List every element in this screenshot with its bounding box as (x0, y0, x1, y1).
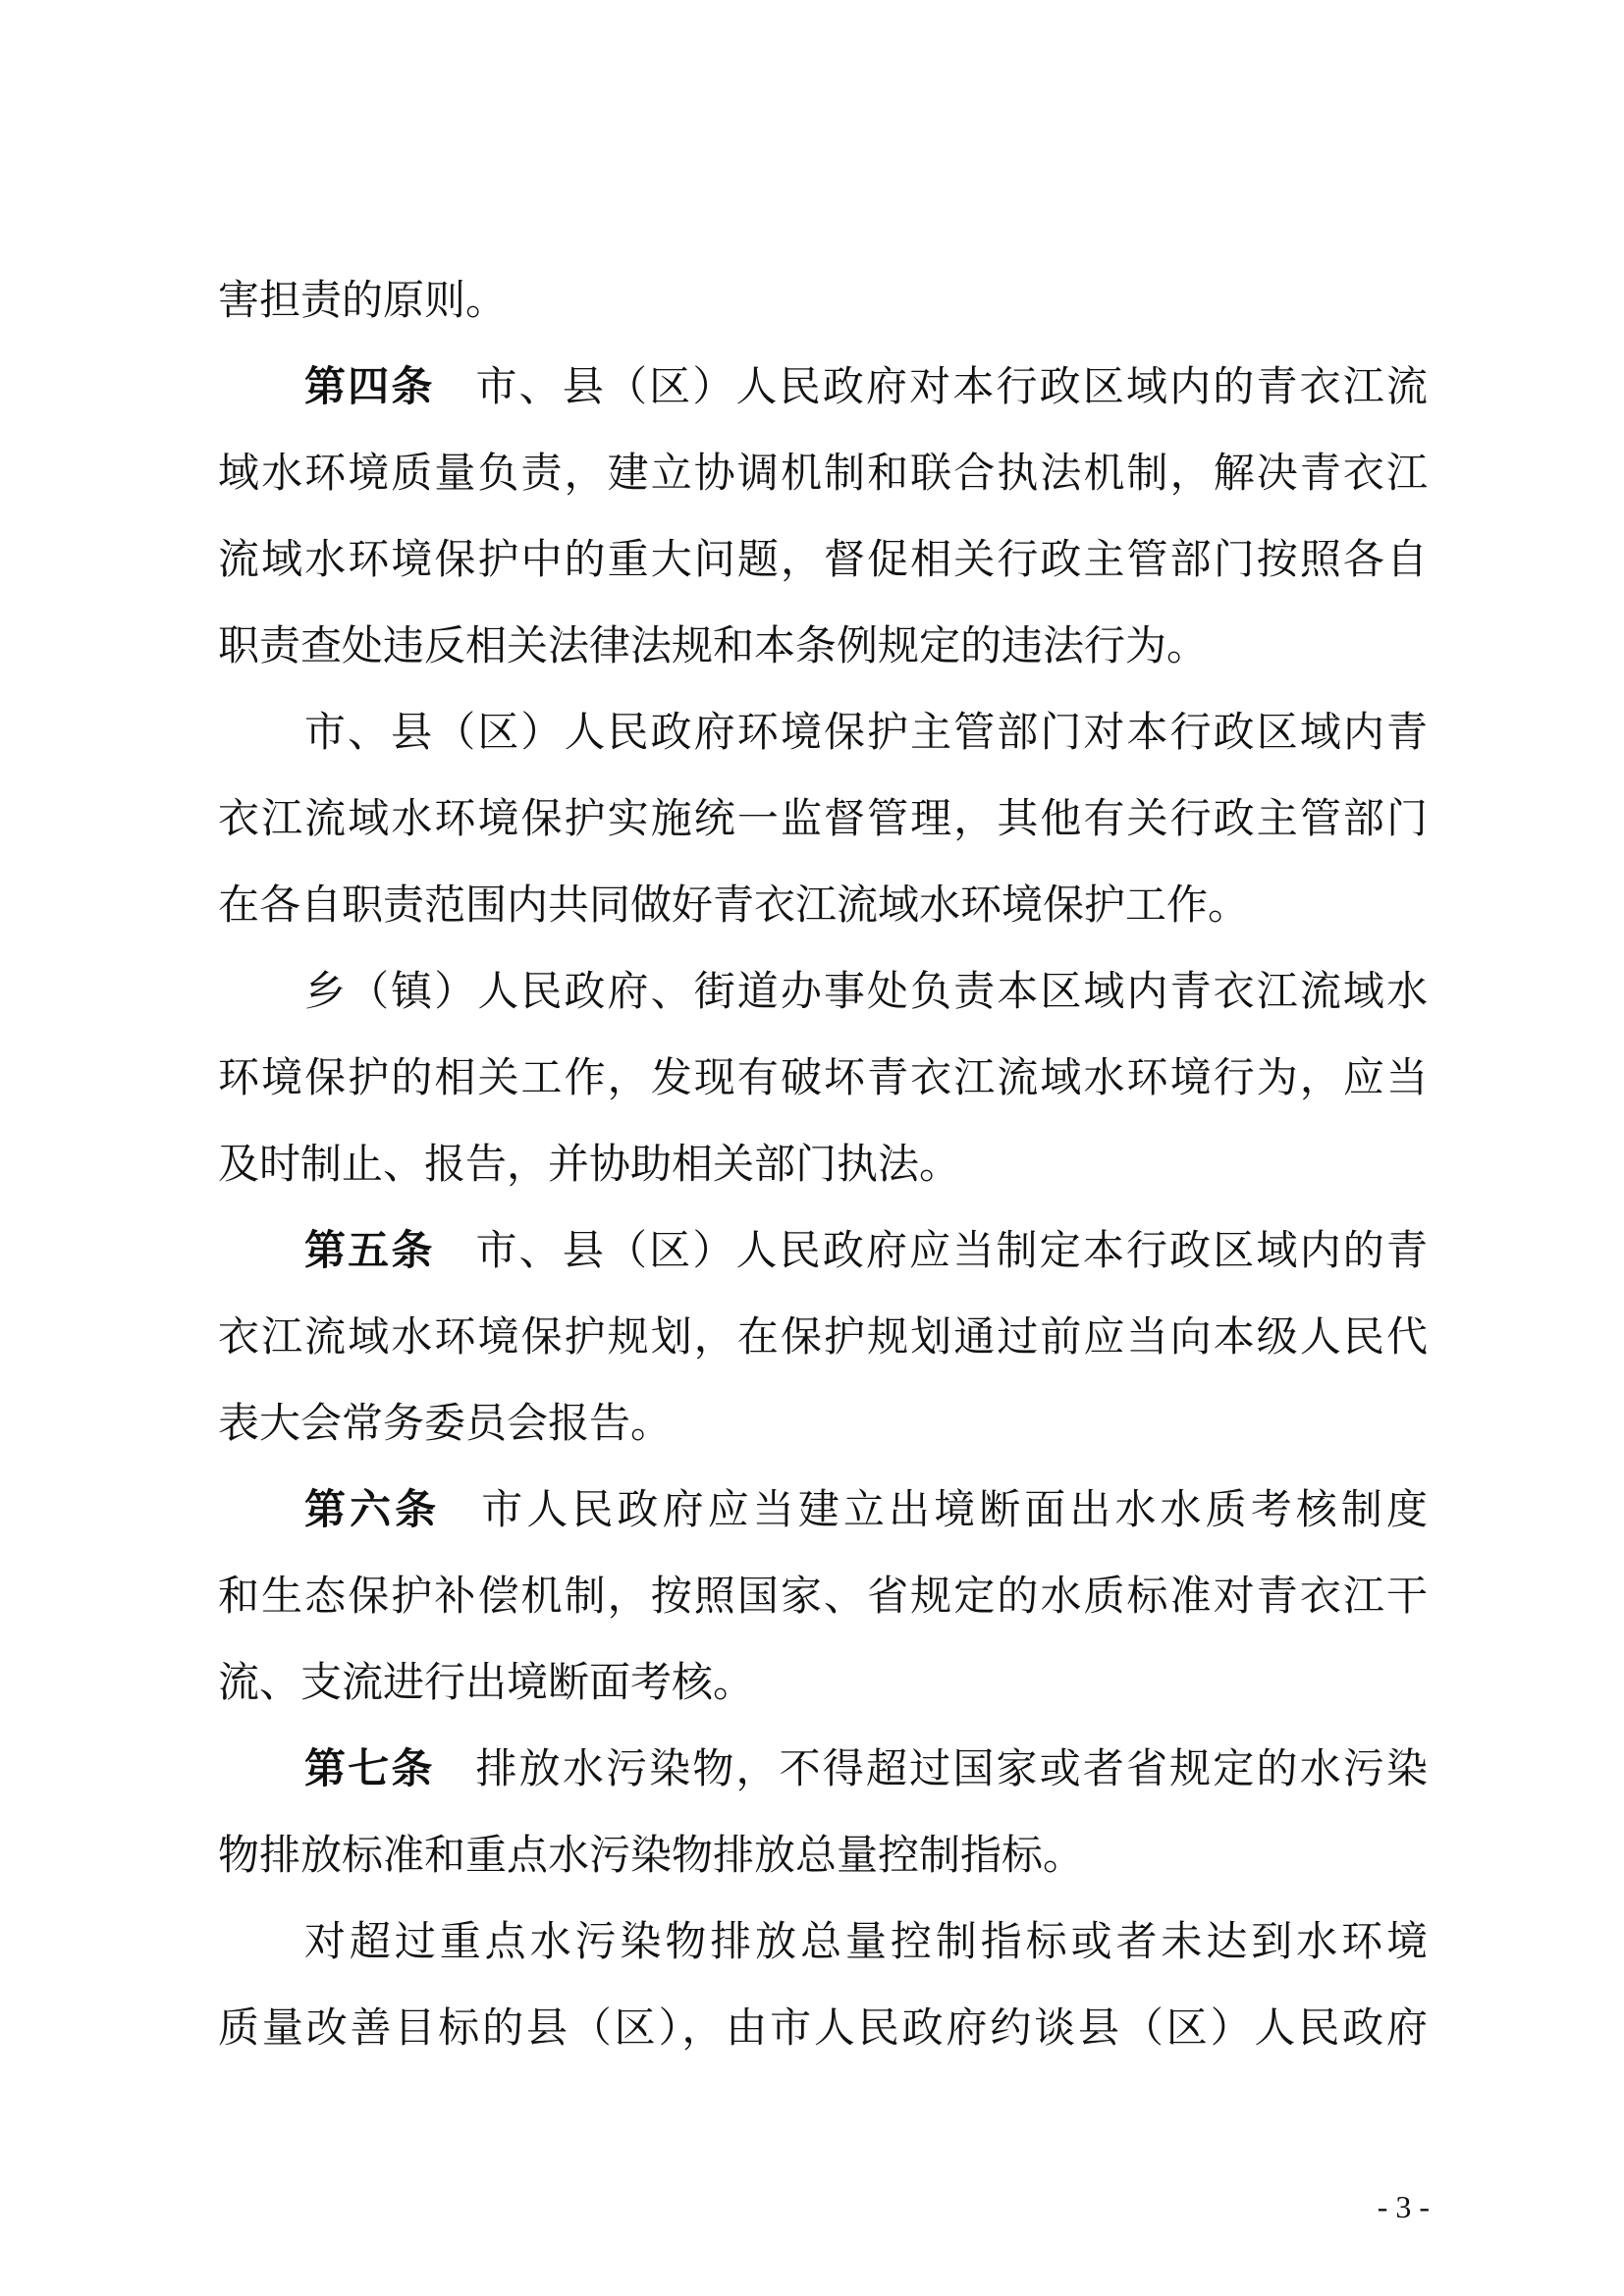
article-heading: 第四条 (304, 362, 435, 410)
line-text: 在各自职责范围内共同做好青衣江流域水环境保护工作。 (218, 881, 1250, 929)
article-line (218, 344, 1428, 430)
text-line (218, 1035, 1428, 1121)
line-text: 市人民政府应当建立出境断面出水水质考核制度 (481, 1485, 1428, 1533)
text-line (218, 1639, 1428, 1726)
article-heading: 第六条 (304, 1485, 441, 1533)
article-heading: 第七条 (304, 1744, 435, 1792)
text-line (218, 1294, 1428, 1380)
text-line (218, 430, 1428, 516)
line-text: 流、支流进行出境断面考核。 (218, 1658, 755, 1706)
article-line (218, 1467, 1428, 1553)
text-line (218, 603, 1428, 689)
text-line (218, 775, 1428, 862)
article-heading: 第五条 (304, 1226, 435, 1274)
text-line (218, 1553, 1428, 1639)
line-text: 排放水污染物，不得超过国家或者省规定的水污染 (475, 1744, 1428, 1792)
line-text: 市、县（区）人民政府应当制定本行政区域内的青 (475, 1226, 1428, 1274)
line-text: 质量改善目标的县（区），由市人民政府约谈县（区）人民政府 (218, 2003, 1428, 2052)
line-text: 害担责的原则。 (218, 276, 508, 324)
line-text: 衣江流域水环境保护实施统一监督管理，其他有关行政主管部门 (218, 794, 1428, 842)
line-text: 乡（镇）人民政府、街道办事处负责本区域内青衣江流域水 (304, 967, 1428, 1015)
page-number: - 3 - (1377, 2189, 1430, 2224)
text-line (218, 862, 1428, 948)
line-text: 市、县（区）人民政府环境保护主管部门对本行政区域内青 (304, 708, 1428, 756)
line-text: 表大会常务委员会报告。 (218, 1399, 673, 1447)
line-text: 域水环境质量负责，建立协调机制和联合执法机制，解决青衣江 (218, 449, 1428, 497)
line-text: 市、县（区）人民政府对本行政区域内的青衣江流 (475, 362, 1428, 410)
line-text: 和生态保护补偿机制，按照国家、省规定的水质标准对青衣江干 (218, 1572, 1428, 1620)
line-text: 衣江流域水环境保护规划，在保护规划通过前应当向本级人民代 (218, 1312, 1428, 1361)
body-text (218, 257, 1428, 2071)
text-line (218, 257, 1428, 344)
article-line (218, 1207, 1428, 1294)
article-line (218, 1726, 1428, 1812)
text-line (218, 689, 1428, 775)
text-line (218, 1898, 1428, 1985)
text-line (218, 1985, 1428, 2071)
line-text: 流域水环境保护中的重大问题，督促相关行政主管部门按照各自 (218, 535, 1428, 583)
line-text: 及时制止、报告，并协助相关部门执法。 (218, 1140, 961, 1188)
text-line (218, 1380, 1428, 1467)
text-line (218, 948, 1428, 1035)
text-line (218, 516, 1428, 603)
line-text: 环境保护的相关工作，发现有破坏青衣江流域水环境行为，应当 (218, 1053, 1428, 1101)
line-text: 职责查处违反相关法律法规和本条例规定的违法行为。 (218, 621, 1209, 669)
line-text: 物排放标准和重点水污染物排放总量控制指标。 (218, 1831, 1085, 1879)
text-line (218, 1812, 1428, 1898)
text-line (218, 1121, 1428, 1207)
line-text: 对超过重点水污染物排放总量控制指标或者未达到水环境 (304, 1917, 1428, 1965)
